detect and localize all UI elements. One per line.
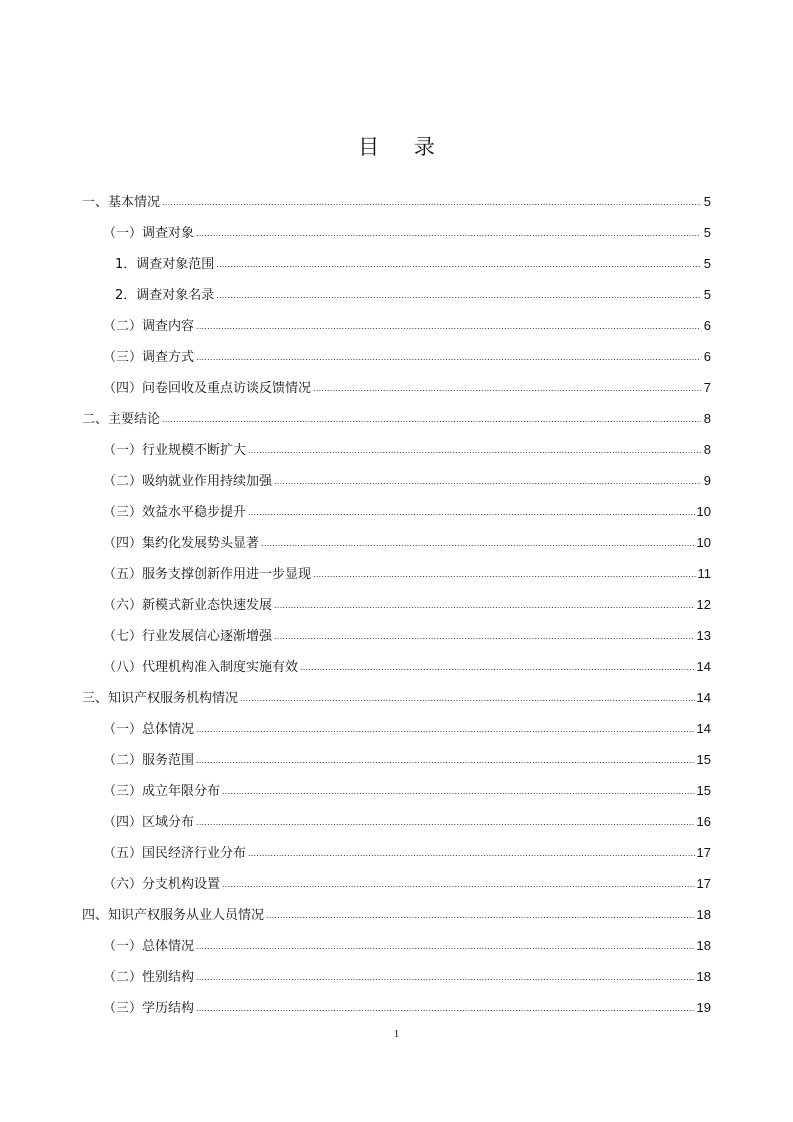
toc-entry[interactable]: [82, 469, 711, 500]
toc-entry-label: （三）成立年限分布: [103, 784, 221, 799]
toc-entry[interactable]: [82, 283, 711, 314]
toc-entry-label: （三）学历结构: [103, 1001, 195, 1016]
toc-entry[interactable]: [82, 500, 711, 531]
toc-entry-label: （一）总体情况: [103, 722, 195, 737]
toc-entry[interactable]: [82, 810, 711, 841]
toc-dot-leader: [196, 345, 701, 369]
toc-dot-leader: [313, 562, 695, 586]
toc-dot-leader: [196, 748, 695, 772]
toc-dot-leader: [300, 655, 695, 679]
toc-entry-label: （一）行业规模不断扩大: [103, 443, 247, 458]
toc-dot-leader: [216, 283, 701, 307]
toc-entry[interactable]: [82, 221, 711, 252]
toc-entry-label: （二）服务范围: [103, 753, 195, 768]
toc-entry-page: 17: [696, 876, 711, 891]
toc-dot-leader: [248, 841, 695, 865]
toc-entry[interactable]: [82, 903, 711, 934]
toc-entry-page: 6: [703, 349, 711, 364]
toc-dot-leader: [162, 407, 701, 431]
toc-entry-page: 6: [703, 318, 711, 333]
toc-entry-page: 13: [696, 628, 711, 643]
toc-entry[interactable]: [82, 841, 711, 872]
toc-entry[interactable]: [82, 531, 711, 562]
toc-entry-page: 10: [696, 504, 711, 519]
toc-entry[interactable]: [82, 562, 711, 593]
table-of-contents: [82, 190, 711, 1027]
toc-dot-leader: [248, 438, 701, 462]
toc-dot-leader: [162, 190, 701, 214]
toc-entry[interactable]: [82, 748, 711, 779]
toc-entry-label: （三）效益水平稳步提升: [103, 505, 247, 520]
toc-entry-page: 5: [703, 287, 711, 302]
toc-entry[interactable]: [82, 190, 711, 221]
toc-dot-leader: [216, 252, 701, 276]
toc-entry-label: （六）新模式新业态快速发展: [103, 598, 273, 613]
toc-entry-page: 5: [703, 256, 711, 271]
toc-entry-label: （五）服务支撑创新作用进一步显现: [103, 567, 312, 582]
toc-entry-page: 7: [703, 380, 711, 395]
toc-dot-leader: [261, 531, 695, 555]
toc-entry-page: 14: [696, 690, 711, 705]
toc-dot-leader: [196, 934, 695, 958]
toc-entry-label: 二、主要结论: [82, 412, 161, 427]
toc-entry-label: （七）行业发展信心逐渐增强: [103, 629, 273, 644]
toc-entry-label: （四）区域分布: [103, 815, 195, 830]
toc-entry[interactable]: [82, 407, 711, 438]
toc-entry-label: （四）集约化发展势头显著: [103, 536, 260, 551]
toc-dot-leader: [274, 593, 695, 617]
toc-entry-page: 9: [703, 473, 711, 488]
toc-dot-leader: [313, 376, 701, 400]
toc-entry-label: （四）问卷回收及重点访谈反馈情况: [103, 381, 312, 396]
toc-entry[interactable]: [82, 593, 711, 624]
toc-dot-leader: [196, 965, 695, 989]
toc-entry-label: （一）调查对象: [103, 226, 195, 241]
toc-entry-page: 15: [696, 752, 711, 767]
toc-entry-label: （五）国民经济行业分布: [103, 846, 247, 861]
toc-entry[interactable]: [82, 717, 711, 748]
toc-entry-page: 18: [696, 938, 711, 953]
toc-entry-page: 18: [696, 907, 711, 922]
toc-dot-leader: [266, 903, 695, 927]
toc-entry-label: （三）调查方式: [103, 350, 195, 365]
toc-entry-page: 5: [703, 225, 711, 240]
toc-entry[interactable]: [82, 934, 711, 965]
toc-entry[interactable]: [82, 655, 711, 686]
toc-entry-label: （八）代理机构准入制度实施有效: [103, 660, 299, 675]
toc-entry-page: 19: [696, 1000, 711, 1015]
toc-entry[interactable]: [82, 376, 711, 407]
toc-dot-leader: [196, 314, 701, 338]
toc-entry-label: 三、知识产权服务机构情况: [82, 691, 239, 706]
toc-dot-leader: [222, 872, 695, 896]
toc-entry-label: 1．调查对象范围: [115, 257, 215, 272]
page-number: 1: [393, 1028, 400, 1040]
toc-dot-leader: [274, 624, 695, 648]
toc-entry-page: 14: [696, 659, 711, 674]
toc-entry[interactable]: [82, 438, 711, 469]
toc-entry-label: （二）性别结构: [103, 970, 195, 985]
toc-entry[interactable]: [82, 872, 711, 903]
toc-entry-label: 一、基本情况: [82, 195, 161, 210]
toc-dot-leader: [248, 500, 695, 524]
toc-entry[interactable]: [82, 996, 711, 1027]
toc-entry-page: 18: [696, 969, 711, 984]
toc-entry-page: 8: [703, 411, 711, 426]
toc-entry[interactable]: [82, 314, 711, 345]
toc-entry[interactable]: [82, 345, 711, 376]
toc-entry-page: 10: [696, 535, 711, 550]
toc-entry[interactable]: [82, 965, 711, 996]
toc-entry-label: （二）调查内容: [103, 319, 195, 334]
toc-entry-label: （六）分支机构设置: [103, 877, 221, 892]
toc-entry-page: 12: [696, 597, 711, 612]
toc-entry-label: （一）总体情况: [103, 939, 195, 954]
toc-dot-leader: [196, 810, 695, 834]
toc-entry-page: 15: [696, 783, 711, 798]
toc-title: 目 录: [358, 135, 449, 159]
toc-entry-page: 16: [696, 814, 711, 829]
toc-dot-leader: [196, 717, 695, 741]
toc-entry[interactable]: [82, 252, 711, 283]
toc-dot-leader: [222, 779, 695, 803]
toc-entry[interactable]: [82, 779, 711, 810]
toc-entry-page: 17: [696, 845, 711, 860]
toc-entry-page: 5: [703, 194, 711, 209]
toc-entry[interactable]: [82, 686, 711, 717]
toc-entry-page: 11: [697, 566, 711, 581]
toc-entry-label: 四、知识产权服务从业人员情况: [82, 908, 265, 923]
toc-entry-label: 2．调查对象名录: [115, 288, 215, 303]
toc-dot-leader: [196, 996, 695, 1020]
toc-entry-page: 14: [696, 721, 711, 736]
toc-entry-page: 8: [703, 442, 711, 457]
toc-dot-leader: [196, 221, 701, 245]
toc-entry-label: （二）吸纳就业作用持续加强: [103, 474, 273, 489]
toc-entry[interactable]: [82, 624, 711, 655]
toc-dot-leader: [274, 469, 701, 493]
toc-dot-leader: [240, 686, 695, 710]
